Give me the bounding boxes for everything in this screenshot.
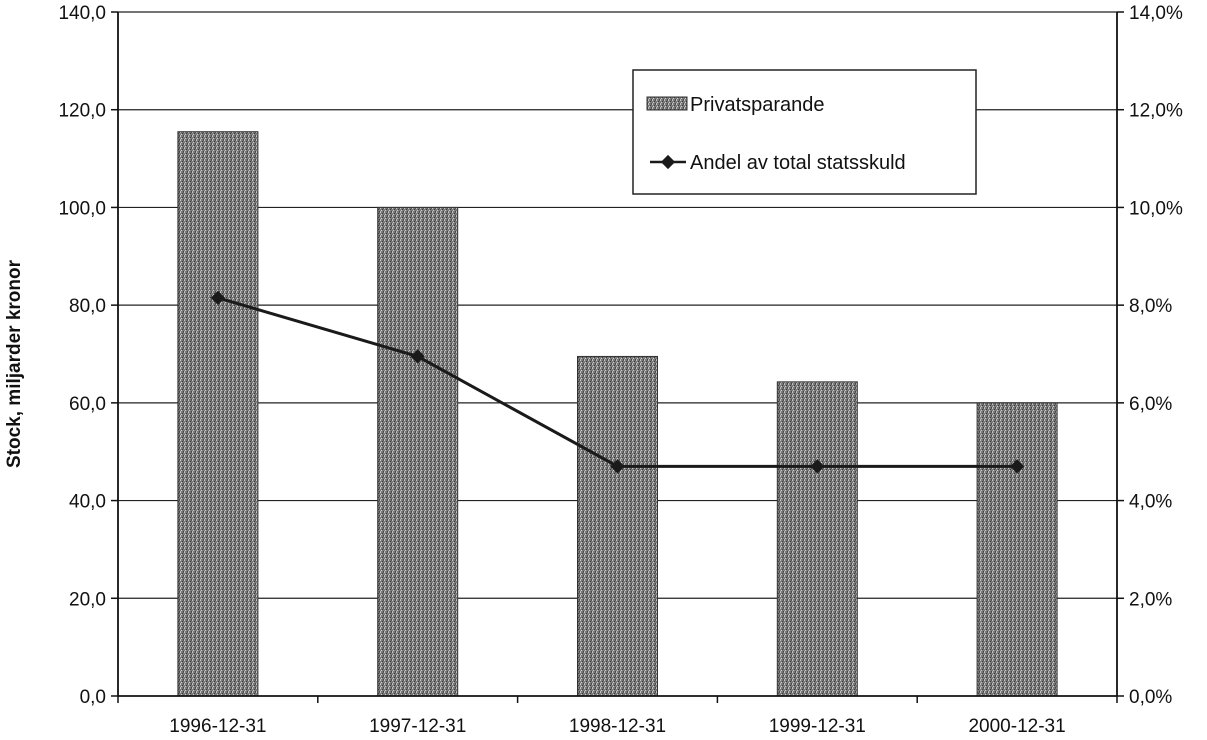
x-tick-label: 1996-12-31 xyxy=(169,716,267,737)
y2-tick-label: 10,0% xyxy=(1129,198,1183,220)
y-tick-label: 100,0 xyxy=(58,198,106,220)
right-axis-ticks xyxy=(1117,3,1183,708)
legend xyxy=(633,70,976,194)
x-tick-label: 2000-12-31 xyxy=(968,716,1066,737)
y-tick-label: 40,0 xyxy=(69,491,106,513)
y2-tick-label: 12,0% xyxy=(1129,100,1183,122)
bar xyxy=(578,356,658,696)
y2-tick-label: 2,0% xyxy=(1129,589,1173,611)
y-tick-label: 120,0 xyxy=(58,100,106,122)
y2-tick-label: 6,0% xyxy=(1129,393,1173,415)
y-tick-label: 0,0 xyxy=(79,687,106,708)
bar xyxy=(178,132,258,696)
x-axis-ticks xyxy=(118,696,1117,737)
y-tick-label: 20,0 xyxy=(69,589,106,611)
y2-tick-label: 14,0% xyxy=(1129,3,1183,24)
x-tick-label: 1997-12-31 xyxy=(369,716,467,737)
y2-tick-label: 4,0% xyxy=(1129,491,1173,513)
legend-label-line: Andel av total statsskuld xyxy=(690,152,906,174)
x-tick-label: 1999-12-31 xyxy=(768,716,866,737)
legend-box xyxy=(633,70,976,194)
bar-series xyxy=(178,132,1057,696)
y2-tick-label: 8,0% xyxy=(1129,296,1173,318)
bar xyxy=(977,403,1057,696)
y-tick-label: 140,0 xyxy=(58,3,106,24)
left-axis-ticks xyxy=(58,3,118,708)
y-tick-label: 80,0 xyxy=(69,296,106,318)
x-tick-label: 1998-12-31 xyxy=(568,716,667,737)
legend-bar-swatch xyxy=(647,97,687,110)
y-axis-title: Stock, miljarder kronor xyxy=(4,259,25,469)
bar xyxy=(777,382,857,696)
legend-label-bar: Privatsparande xyxy=(690,94,825,116)
y2-tick-label: 0,0% xyxy=(1129,687,1173,708)
bar xyxy=(378,207,458,696)
y-tick-label: 60,0 xyxy=(69,393,106,415)
